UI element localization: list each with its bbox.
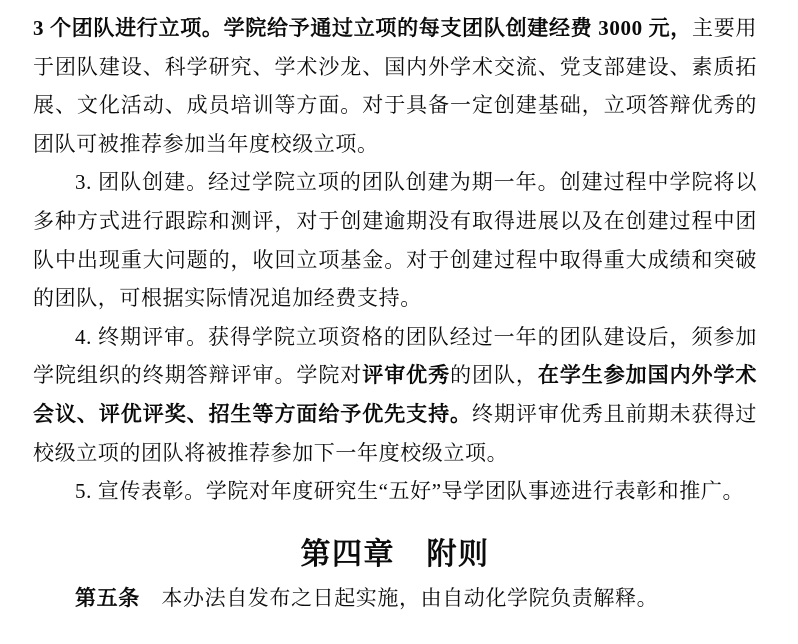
text-segment: 的团队， [450, 363, 538, 388]
text-segment-bold: 在学生参加国内外学术会议、评优评奖、招生等方面给予优先支持。 [33, 363, 758, 426]
body-paragraph-item-5 [33, 472, 757, 511]
text-segment: 3. 团队创建。经过学院立项的团队创建为期一年。创建过程中学院将以多种方式进行跟踪和测评，对于创建逾期没有取得进展以及在创建过程中团队中出现重大问题的，收回立项基金。对于创建过程中取得重大成绩和突破的团队，可根据实际情况追加经费支持。 [33, 170, 757, 311]
text-segment: 终期评审优秀且前期未获得过校级立项的团队将被推荐参加下一年度校级立项。 [33, 401, 757, 465]
text-segment-bold: 第五条 [75, 585, 140, 610]
text-segment: 4. 终期评审。获得学院立项资格的团队经过一年的团队建设后，须参加学院组织的终期答辩评审。学院对 [33, 324, 757, 388]
text-segment: 5. 宣传表彰。学院对年度研究生“五好”导学团队事迹进行表彰和推广。 [75, 479, 745, 504]
body-paragraph-item-4 [33, 318, 757, 472]
body-paragraph-continuation [33, 9, 757, 163]
body-paragraph-article-5 [33, 579, 757, 618]
text-segment: 本办法自发布之日起实施，由自动化学院负责解释。 [139, 585, 659, 610]
chapter-heading: 第四章 附则 [300, 537, 490, 571]
text-segment-bold: 评审优秀 [362, 363, 451, 388]
text-segment: 主要用于团队建设、科学研究、学术沙龙、国内外学术交流、党支部建设、素质拓展、文化活动、成员培训等方面。对于具备一定创建基础，立项答辩优秀的团队可被推荐参加当年度校级立项。 [33, 16, 757, 156]
text-segment-bold: 3 个团队进行立项。学院给予通过立项的每支团队创建经费 3000 元， [33, 16, 693, 40]
body-paragraph-item-3 [33, 163, 757, 317]
